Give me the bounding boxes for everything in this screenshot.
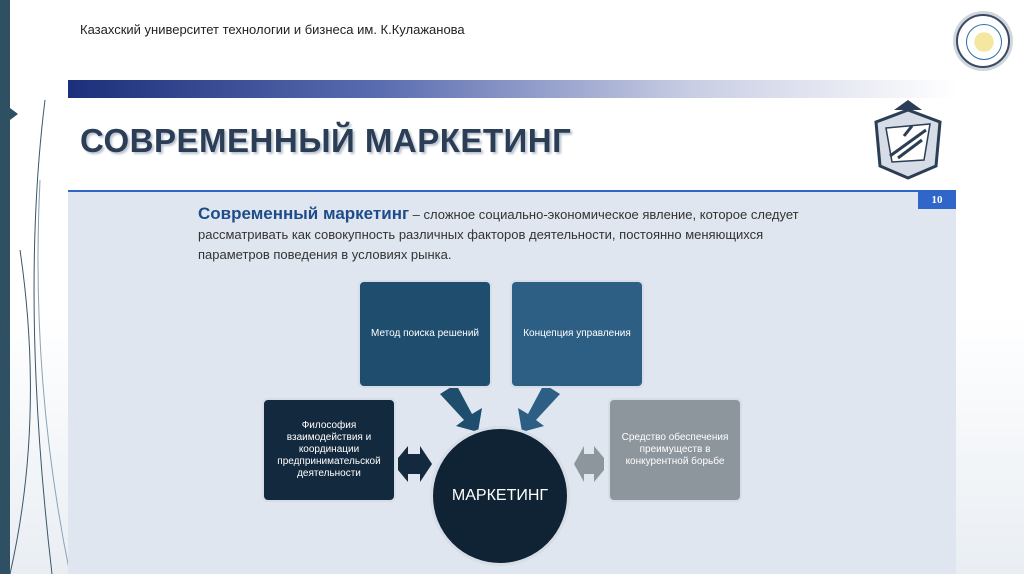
box-philosophy: Философия взаимодействия и координации предпринимательской деятельности: [262, 398, 396, 502]
slide-image: [68, 80, 956, 574]
page-number: 10: [918, 191, 956, 209]
definition-text: – сложное социально-экономическое явление, которое следует рассматривать как совокупность различных факторов деятельности, постоянно меняющихся параметров поведения в условиях рынка.: [198, 207, 799, 262]
box-means: Средство обеспечения преимуществ в конкурентной борьбе: [608, 398, 742, 502]
arrow-from-means: [574, 446, 604, 482]
box-method: Метод поиска решений: [358, 280, 492, 388]
university-name: Казахский университет технологии и бизнеса им. К.Кулажанова: [80, 22, 465, 37]
arrow-from-philosophy: [398, 446, 432, 482]
arrow-from-method: [440, 384, 482, 432]
definition-term: Современный маркетинг: [198, 204, 410, 223]
box-concept: Концепция управления: [510, 280, 644, 388]
arrow-from-concept: [518, 384, 560, 432]
slide-title: СОВРЕМЕННЫЙ МАРКЕТИНГ: [80, 122, 572, 159]
center-marketing-circle: МАРКЕТИНГ: [430, 426, 570, 566]
university-logo-icon: [956, 14, 1010, 68]
